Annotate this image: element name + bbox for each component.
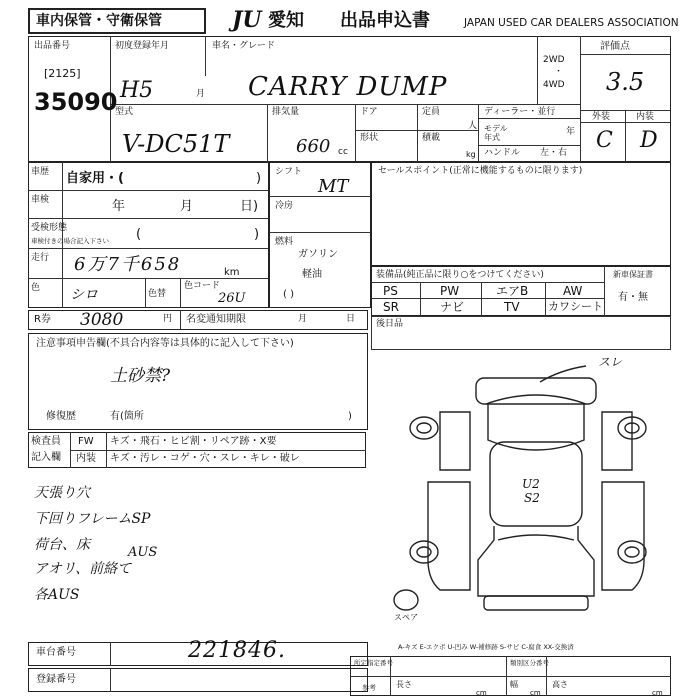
fw-items: キズ・飛石・ヒビ割・リペア跡・X要 [110, 436, 277, 447]
drive-2wd: 2WD [543, 55, 565, 65]
fuel-gasoline: ガソリン [298, 249, 338, 260]
ref-label: 参考 [362, 684, 376, 692]
org-name: JAPAN USED CAR DEALERS ASSOCIATION [464, 17, 679, 29]
displacement-unit: cc [338, 147, 348, 157]
inspector-label-2: 記入欄 [31, 452, 61, 463]
shift-label: シフト [275, 167, 303, 177]
length-label: 長さ [396, 680, 412, 689]
reg-label: 登録番号 [36, 674, 76, 685]
acceptance-close: ) [254, 227, 260, 242]
first-reg-year: H5 [120, 78, 154, 103]
recycle-value: 3080 [80, 310, 124, 330]
equip-navi: ナビ [440, 300, 465, 314]
mileage-unit: km [224, 267, 240, 278]
form-title: 出品申込書 [340, 10, 430, 31]
roof-code: U2 [522, 477, 540, 491]
remark-brace: AUS [128, 545, 158, 560]
color-value: シロ [70, 287, 98, 303]
notes-label: 注意事項申告欄(不具合内容等は具体的に記入して下さい) [36, 338, 294, 349]
height-unit: cm [652, 689, 663, 697]
ju-logo: JU [232, 7, 262, 33]
width-unit: cm [530, 689, 541, 697]
equip-airbag: エアB [496, 284, 529, 298]
history-value: 自家用・( [66, 171, 124, 186]
model-year-unit: 年 [566, 127, 576, 137]
dealer-parallel: ディーラー・並行 [484, 107, 556, 117]
remark-3: 荷台、床 [34, 537, 90, 553]
interior-grade: D [640, 128, 658, 153]
rating-value: 3.5 [606, 68, 645, 96]
height-label: 高さ [552, 680, 568, 689]
history-label: 車歴 [31, 167, 50, 177]
capacity-label: 定員 [422, 107, 441, 117]
width-label: 幅 [510, 680, 518, 689]
color-code-label: 色コード [184, 281, 221, 291]
fw-label: FW [78, 436, 94, 447]
fuel-other: ( ) [283, 289, 294, 300]
inspection-year: 年 [112, 199, 126, 214]
drive-4wd: 4WD [543, 80, 565, 90]
storage-badge-text: 車内保管・守衛保管 [36, 13, 162, 29]
damage-legend: A-キズ E-エクボ U-凹み W-補修跡 S-サビ C-腐食 XX-交換済 [398, 643, 574, 651]
inspector-label: 検査員 [31, 436, 61, 447]
first-reg-label: 初度登録年月 [115, 41, 170, 51]
exterior-grade: C [596, 128, 613, 153]
acceptance-label: 受検形態 [31, 223, 68, 233]
drive-dot: ・ [554, 67, 564, 77]
color-code: 26U [218, 291, 246, 306]
equip-sr: SR [383, 300, 399, 314]
inspection-month: 月 [180, 199, 194, 214]
interior-label: 内装 [636, 112, 655, 122]
load-unit: kg [466, 150, 476, 159]
mileage-value: 6万7千658 [74, 254, 182, 275]
name-change-day: 日 [346, 314, 356, 324]
inspection-day: 日) [240, 199, 259, 214]
roof-code-2: S2 [524, 491, 540, 505]
model-label: 型式 [115, 107, 134, 117]
notes-handwritten: 土砂禁? [110, 366, 171, 386]
remark-2: 下回りフレームSP [34, 511, 151, 527]
recycle-label: R券 [34, 314, 51, 325]
inspection-label: 車検 [31, 195, 50, 205]
equipment-label: 装備品(純正品に限り○をつけてください) [376, 270, 544, 280]
equip-leather: カワシート [548, 300, 603, 313]
ac-label: 冷房 [275, 201, 294, 211]
warranty-value: 有・無 [618, 292, 648, 303]
capacity-unit: 人 [468, 121, 478, 131]
equip-aw: AW [563, 284, 583, 298]
lot-bracket: [2125] [44, 67, 81, 80]
interior-items: キズ・汚レ・コゲ・穴・スレ・キレ・破レ [110, 453, 300, 464]
equip-tv: TV [504, 300, 520, 314]
fuel-label: 燃料 [275, 237, 294, 247]
designation-label: 所定指定番号 [354, 659, 393, 667]
handle-label: ハンドル [484, 148, 521, 158]
fuel-diesel: 軽油 [302, 269, 322, 280]
rear-seat-label: 後日品 [376, 319, 404, 329]
remark-5: 各AUS [34, 587, 80, 603]
remark-1: 天張り穴 [34, 485, 90, 501]
handle-lr: 左・右 [540, 148, 568, 158]
interior-row-label: 内装 [76, 453, 96, 464]
load-label: 積載 [422, 133, 441, 143]
chassis-label: 車台番号 [36, 647, 76, 658]
equip-ps: PS [383, 284, 398, 298]
length-unit: cm [476, 689, 487, 697]
shape-label: 形状 [360, 133, 379, 143]
history-close: ) [256, 171, 262, 186]
first-reg-month: 月 [196, 89, 206, 99]
car-name-label: 車名・グレード [212, 41, 276, 51]
shift-value: MT [318, 176, 349, 197]
color-label: 色 [31, 283, 41, 293]
mileage-label: 走行 [31, 253, 50, 263]
exterior-label: 外装 [592, 112, 611, 122]
model-year-label: モデル年式 [484, 124, 508, 142]
acceptance-open: ( [136, 227, 142, 242]
reg-row [28, 668, 368, 692]
warranty-label: 新車保証書 [613, 270, 653, 279]
displacement-value: 660 [296, 136, 331, 157]
spare-label: スペア [394, 613, 418, 622]
repair-value: 有(箇所 [110, 411, 144, 422]
name-change-month: 月 [298, 314, 308, 324]
repair-label: 修復歴 [46, 411, 76, 422]
sales-point-label: セールスポイント(正常に機能するものに限ります) [378, 166, 583, 176]
repair-close: ) [348, 411, 352, 422]
remark-4: アオリ、前絡て [34, 561, 132, 577]
car-name-value: CARRY DUMP [248, 72, 448, 102]
lot-label: 出品番号 [34, 41, 71, 51]
rating-label: 評価点 [600, 41, 630, 52]
door-label: ドア [360, 107, 378, 117]
color-tone-label: 色替 [148, 289, 167, 299]
equip-pw: PW [440, 284, 460, 298]
displacement-label: 排気量 [272, 107, 300, 117]
lot-number: 35090 [34, 88, 118, 116]
model-value: V-DC51T [122, 130, 230, 158]
diagram-top-note: スレ [598, 355, 623, 369]
name-change-label: 名変通知期限 [186, 314, 246, 325]
chassis-value: 221846. [188, 638, 286, 663]
recycle-unit: 円 [163, 314, 173, 324]
logo-text: 愛知 [268, 10, 304, 31]
acceptance-sub: 車検付きの場合記入下さい [31, 237, 109, 245]
class-label: 類別区分番号 [510, 659, 549, 667]
